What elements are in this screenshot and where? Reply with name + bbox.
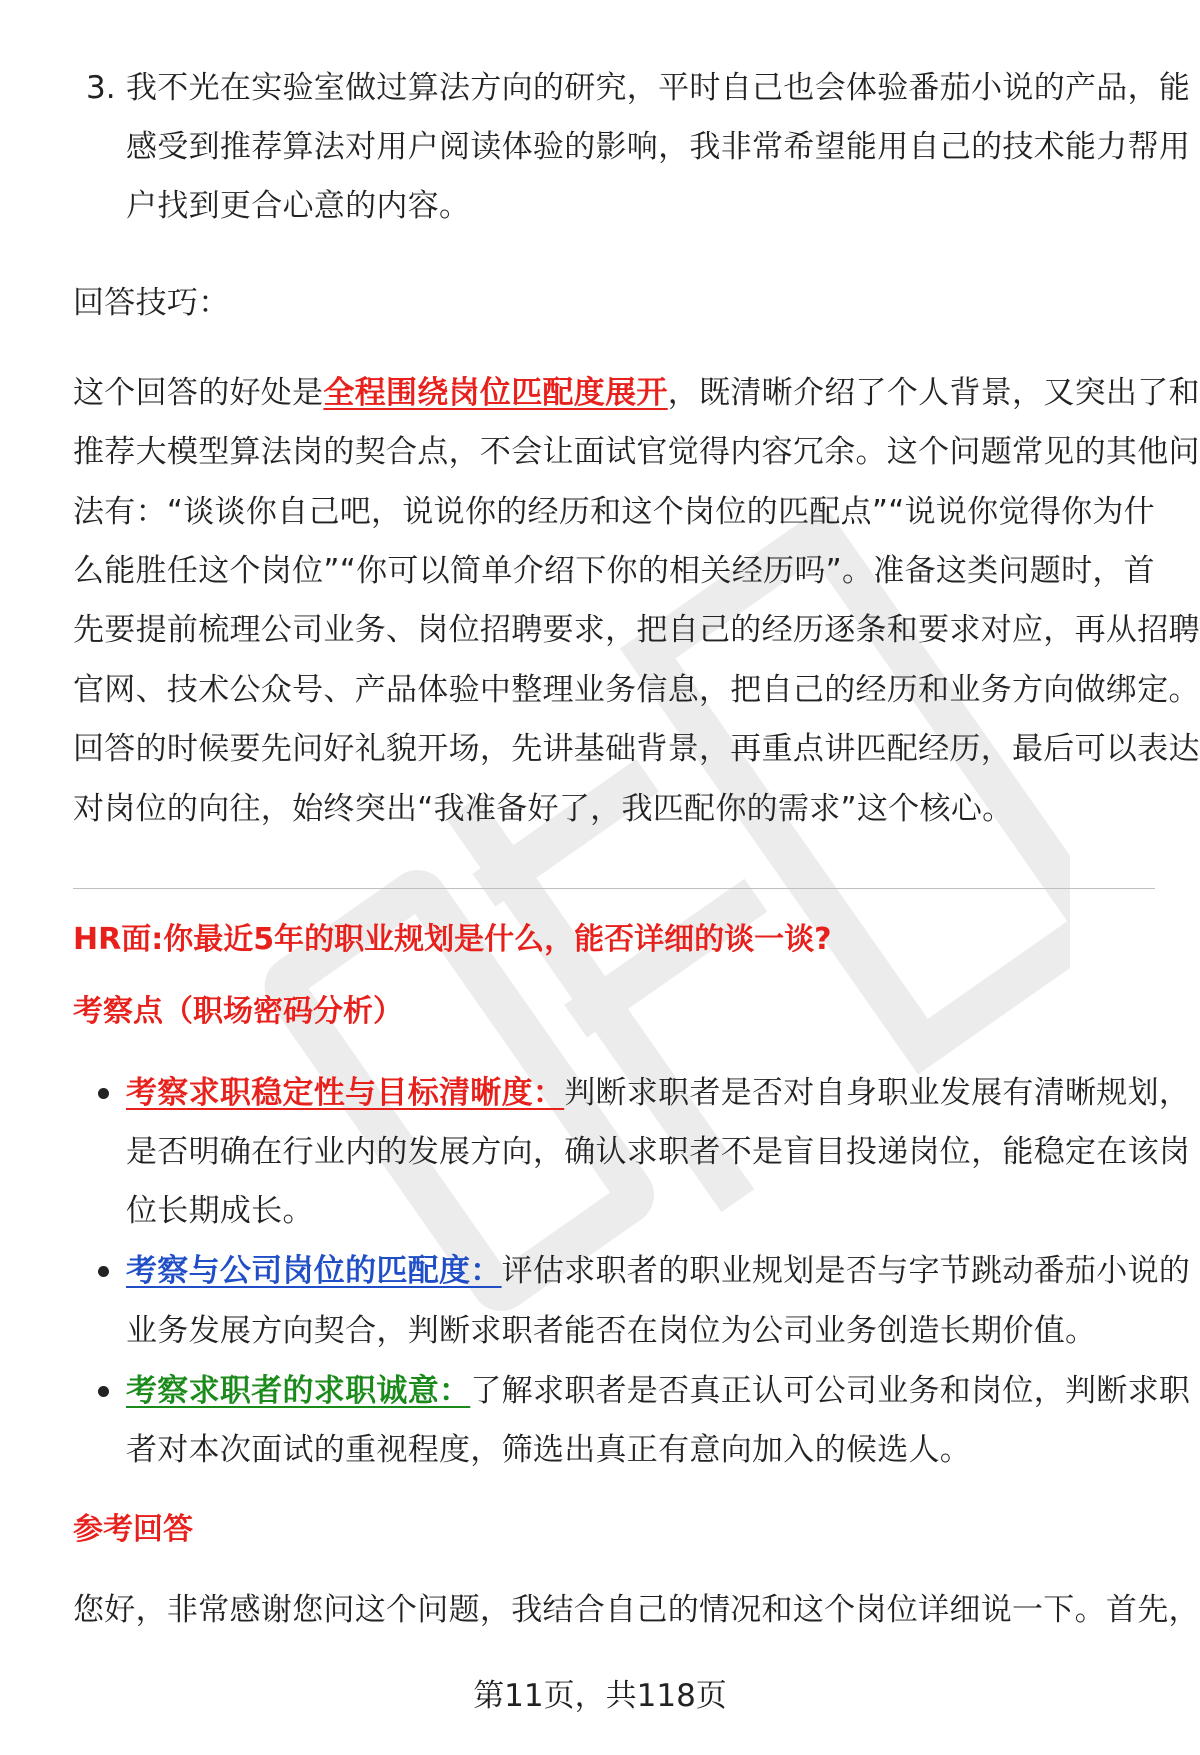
tips-line-7: 回答的时候要先问好礼貌开场，先讲基础背景，再重点讲匹配经历，最后可以表达 [73, 731, 1200, 767]
bullet-1-line-2: 是否明确在行业内的发展方向，确认求职者不是盲目投递岗位，能稳定在该岗 [126, 1134, 1191, 1170]
reference-answer-heading: 参考回答 [73, 1512, 193, 1547]
tips-line-1-post: ，既清晰介绍了个人背景，又突出了和 [667, 375, 1200, 411]
reference-answer-line-1: 您好，非常感谢您问这个问题，我结合自己的情况和这个岗位详细说一下。首先， [73, 1592, 1200, 1628]
bullet-dot [98, 1088, 109, 1099]
tips-line-5: 先要提前梳理公司业务、岗位招聘要求，把自己的经历逐条和要求对应，再从招聘 [73, 612, 1200, 648]
bullet-3-keyword: 考察求职者的求职诚意： [126, 1373, 471, 1409]
tips-line-1-pre: 这个回答的好处是 [73, 375, 324, 411]
item3-line-1: 我不光在实验室做过算法方向的研究，平时自己也会体验番茄小说的产品，能 [126, 70, 1191, 106]
tips-line-4: 么能胜任这个岗位”“你可以简单介绍下你的相关经历吗”。准备这类问题时，首 [73, 553, 1155, 589]
bullet-1-line-3: 位长期成长。 [126, 1193, 314, 1229]
bullet-3-first: 了解求职者是否真正认可公司业务和岗位，判断求职 [470, 1373, 1191, 1409]
bullet-1-first: 判断求职者是否对自身职业发展有清晰规划， [564, 1075, 1191, 1111]
bullet-2-keyword: 考察与公司岗位的匹配度： [126, 1253, 502, 1289]
tips-line-8: 对岗位的向往，始终突出“我准备好了，我匹配你的需求”这个核心。 [73, 791, 1014, 827]
bullet-3-line-2: 者对本次面试的重视程度，筛选出真正有意向加入的候选人。 [126, 1432, 972, 1468]
tips-line-6: 官网、技术公众号、产品体验中整理业务信息，把自己的经历和业务方向做绑定。 [73, 672, 1200, 708]
bullet-dot [98, 1386, 109, 1397]
tips-highlight: 全程围绕岗位匹配度展开 [323, 375, 668, 411]
bullet-2-line-2: 业务发展方向契合，判断求职者能否在岗位为公司业务创造长期价值。 [126, 1313, 1097, 1349]
bullet-2-first: 评估求职者的职业规划是否与字节跳动番茄小说的 [501, 1253, 1191, 1289]
hr-question-heading: HR面:你最近5年的职业规划是什么，能否详细的谈一谈? [73, 922, 832, 957]
bullet-3-line-1 [126, 1371, 1190, 1411]
bullet-2-line-1 [126, 1251, 1190, 1291]
tips-line-2: 推荐大模型算法岗的契合点，不会让面试官觉得内容冗余。这个问题常见的其他问 [73, 434, 1200, 470]
list-number: 3. [86, 70, 116, 106]
tips-line-3: 法有：“谈谈你自己吧，说说你的经历和这个岗位的匹配点”“说说你觉得你为什 [73, 494, 1155, 530]
tips-heading: 回答技巧： [73, 285, 230, 321]
bullet-1-line-1 [126, 1073, 1190, 1113]
tips-line-1 [73, 373, 1200, 413]
page-footer: 第11页，共118页 [473, 1678, 727, 1714]
exam-points-heading: 考察点（职场密码分析） [73, 994, 403, 1029]
item3-line-3: 户找到更合心意的内容。 [126, 188, 471, 224]
item3-line-2: 感受到推荐算法对用户阅读体验的影响，我非常希望能用自己的技术能力帮用 [126, 129, 1191, 165]
bullet-1-keyword: 考察求职稳定性与目标清晰度： [126, 1075, 565, 1111]
section-divider [73, 888, 1155, 889]
bullet-dot [98, 1266, 109, 1277]
